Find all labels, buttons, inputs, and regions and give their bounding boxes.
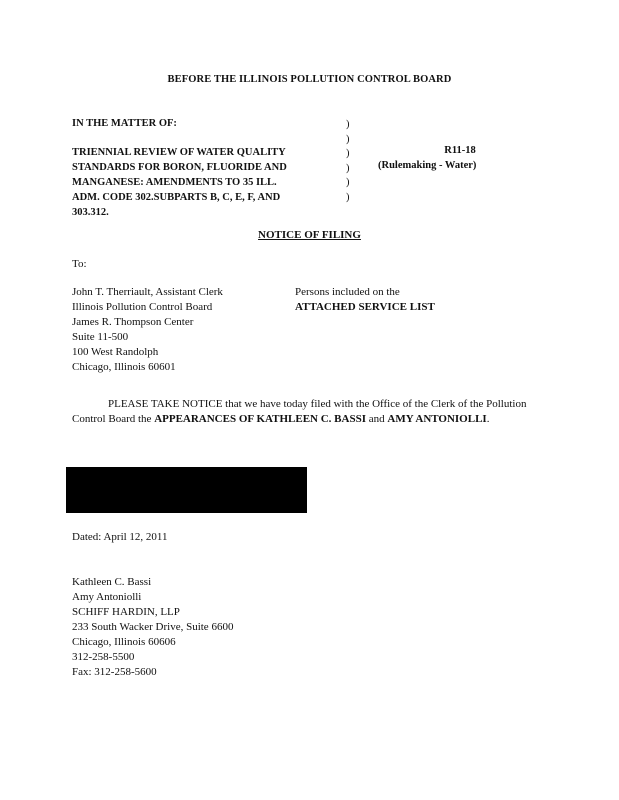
notice-trailer: .	[486, 413, 490, 425]
dated-line: Dated: April 12, 2011	[72, 531, 168, 543]
caption-line: STANDARDS FOR BORON, FLUORIDE AND	[72, 162, 287, 173]
address-line: James R. Thompson Center	[72, 316, 194, 328]
appearances-name: APPEARANCES OF KATHLEEN C. BASSI	[154, 413, 366, 425]
caption-parentheses	[346, 118, 350, 205]
notice-paragraph	[72, 397, 542, 427]
document-heading: BEFORE THE ILLINOIS POLLUTION CONTROL BOARD	[167, 74, 452, 85]
addressee-block	[72, 285, 223, 375]
case-number: R11-18	[444, 145, 476, 156]
address-line: Suite 11-500	[72, 331, 129, 343]
signature-line: 233 South Wacker Drive, Suite 6600	[72, 621, 234, 633]
signature-block	[72, 575, 233, 680]
caption-line: TRIENNIAL REVIEW OF WATER QUALITY	[72, 147, 286, 158]
caption-paren: )	[346, 133, 350, 145]
notice-conjunction: and	[365, 413, 388, 425]
caption-line: ADM. CODE 302.SUBPARTS B, C, E, F, AND	[72, 192, 281, 203]
signature-line: Fax: 312-258-5600	[72, 666, 157, 678]
caption-paren: )	[346, 177, 350, 188]
second-appearance-name: AMY ANTONIOLLI	[387, 413, 487, 425]
notice-lead: PLEASE TAKE NOTICE that we have today filed with the Office of the Clerk of the Pollution Control Board the	[72, 398, 527, 425]
signature-line: Chicago, Illinois 60606	[72, 636, 176, 648]
service-intro: Persons included on the	[295, 286, 400, 298]
notice-title: NOTICE OF FILING	[258, 229, 361, 241]
case-type: (Rulemaking - Water)	[378, 160, 477, 171]
redacted-signature-box	[66, 467, 307, 513]
signature-line: 312-258-5500	[72, 651, 135, 663]
caption-paren: )	[346, 148, 350, 159]
caption-line: 303.312.	[72, 207, 109, 218]
caption-line: MANGANESE: AMENDMENTS TO 35 ILL.	[72, 177, 277, 188]
to-label: To:	[72, 258, 87, 270]
case-caption-title	[72, 145, 287, 220]
address-line: Chicago, Illinois 60601	[72, 361, 176, 373]
address-line: Illinois Pollution Control Board	[72, 301, 213, 313]
address-line: John T. Therriault, Assistant Clerk	[72, 286, 223, 298]
caption-paren: )	[346, 191, 350, 203]
firm-name: SCHIFF HARDIN, LLP	[72, 606, 180, 618]
caption-paren: )	[346, 162, 350, 174]
signature-line: Amy Antoniolli	[72, 591, 142, 603]
service-list-label: ATTACHED SERVICE LIST	[295, 301, 435, 313]
matter-label: IN THE MATTER OF:	[72, 118, 177, 129]
service-list-block	[295, 285, 435, 315]
signature-line: Kathleen C. Bassi	[72, 576, 152, 588]
caption-paren: )	[346, 119, 350, 130]
address-line: 100 West Randolph	[72, 346, 159, 358]
